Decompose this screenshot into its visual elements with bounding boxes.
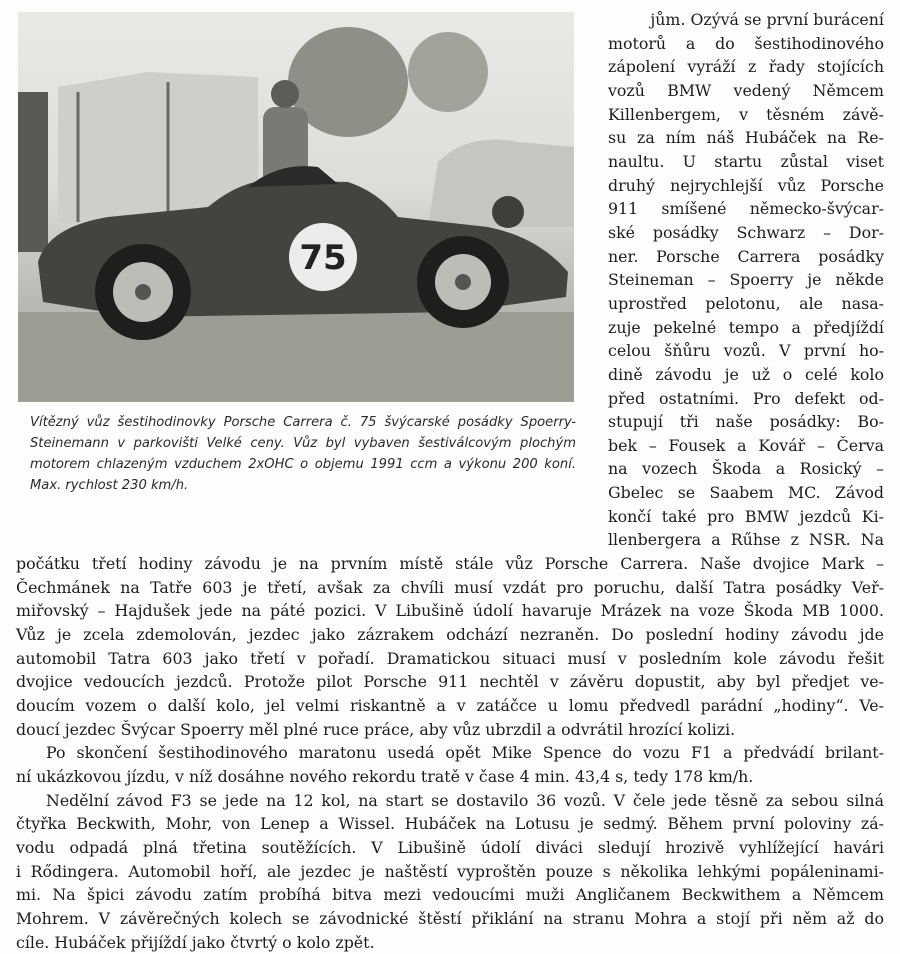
person-left-shape	[18, 92, 48, 252]
text-line: llenbergera a Rűhse z NSR. Na	[608, 530, 884, 550]
text-line: Po skončení šestihodinového maratonu usedá opět Mike Spence do vozu F1 a předvádí brilant-	[46, 743, 884, 763]
text-line: bek – Fousek a Kovář – Červa	[608, 435, 884, 455]
text-line: vozů BMW vedený Němcem	[608, 80, 884, 100]
text-line: su za ním náš Hubáček na Re-	[608, 128, 884, 148]
text-line: Killenbergem, v těsném závě-	[608, 104, 884, 124]
right-column-text	[608, 8, 884, 552]
text-line: stupují tři naše posádky: Bo-	[608, 412, 884, 432]
text-line: miřovský – Hajdušek jede na páté pozici. V Libušině údolí havaruje Mrázek na voze Škoda MB 1000.	[16, 601, 884, 621]
text-line: ské posádky Schwarz – Dor-	[608, 222, 884, 242]
text-line: před ostatními. Pro defekt od-	[608, 388, 884, 408]
text-line: Čechmánek na Tatře 603 je třetí, avšak za chvíli musí vzdát pro poruchu, další Tatra posádky Veř-	[16, 577, 884, 597]
photo-caption: Vítězný vůz šestihodinovky Porsche Carrera č. 75 švýcarské posádky Spoerry-Steinemann v parkovišti Velké ceny. Vůz byl vybaven šestiválcovým plochým motorem chlazeným vzduchem 2xOHC o objemu 1991 ccm a výkonu 200 koní. Max. rychlost 230 km/h.	[30, 415, 576, 493]
tree-shape	[408, 32, 488, 112]
text-line: čtyřka Beckwith, Mohr, von Lenep a Wissel. Hubáček na Lotusu je sedmý. Během první poloviny zá-	[16, 814, 884, 834]
text-line: jům. Ozývá se první burácení	[650, 10, 884, 29]
full-width-text	[16, 552, 884, 954]
racing-car-photo	[18, 12, 574, 402]
text-line: celou šňůru vozů. V první ho-	[608, 341, 884, 361]
text-line: ner. Porsche Carrera posádky	[608, 246, 884, 266]
text-line: Vůz je zcela zdemolován, jezdec jako zázrakem odchází nezraněn. Do poslední hodiny závodu jde	[16, 624, 884, 644]
car-number-label: 75	[299, 238, 347, 278]
text-line: ní ukázkovou jízdu, v níž dosáhne nového rekordu tratě v čase 4 min. 43,4 s, tedy 178 km/h.	[16, 766, 754, 786]
text-line: mi. Na špici závodu zatím probíhá bitva mezi vedoucími muži Angličanem Beckwithem a Němcem	[16, 885, 884, 905]
racing-car-illustration	[18, 12, 574, 402]
text-line: dině závodu je už o celé kolo	[608, 364, 884, 384]
text-line: Gbelec se Saabem MC. Závod	[608, 483, 884, 503]
text-line: končí také pro BMW jezdců Ki-	[608, 506, 884, 526]
text-line: počátku třetí hodiny závodu je na prvním místě stále vůz Porsche Carrera. Naše dvojice Mark –	[16, 554, 884, 573]
text-line: dvojice vedoucích jezdců. Protože pilot Porsche 911 nechtěl v závěru dopustit, aby byl předjet ve-	[16, 672, 884, 692]
text-line: Mohrem. V závěrečných kolech se závodnické štěstí přiklání na stranu Mohra a stojí při něm až do	[16, 908, 884, 928]
text-line: motorů a do šestihodinového	[608, 33, 884, 53]
text-line: druhý nejrychlejší vůz Porsche	[608, 175, 884, 195]
text-line: Nedělní závod F3 se jede na 12 kol, na start se dostavilo 36 vozů. V čele jede těsně za sebou silná	[46, 790, 884, 810]
text-line: vodu odpadá plná třetina soutěžících. V Libušině údolí diváci sledují hrozivě vyhlížející havári	[16, 837, 884, 857]
text-line: Steineman – Spoerry je někde	[608, 270, 884, 290]
text-line: 911 smíšené německo-švýcar-	[608, 199, 884, 219]
text-line: uprostřed pelotonu, ale nasa-	[608, 293, 884, 313]
text-line: cíle. Hubáček přijíždí jako čtvrtý o kolo zpět.	[16, 932, 375, 952]
text-line: na vozech Škoda a Rosický –	[608, 459, 884, 479]
text-line: automobil Tatra 603 jako třetí v pořadí. Dramatickou situaci musí v posledním kole závodu řešit	[16, 648, 884, 668]
text-line: i Rődingera. Automobil hoří, ale jezdec je naštěstí vyproštěn pouze s několika lehkými popáleninami-	[16, 861, 884, 881]
text-line: doucím vozem o další kolo, jel velmi riskantně a v zatáčce u lomu předvedl parádní „hodiny“. Ve-	[16, 695, 884, 715]
text-line: zuje pekelné tempo a předjíždí	[608, 317, 884, 337]
text-line: naultu. U startu zůstal viset	[608, 151, 884, 171]
text-line: zápolení vyráží z řady stojících	[608, 57, 884, 77]
text-line: doucí jezdec Švýcar Spoerry měl plné ruce práce, aby vůz ubrzdil a odvrátil hrozící kolizi.	[16, 719, 736, 739]
